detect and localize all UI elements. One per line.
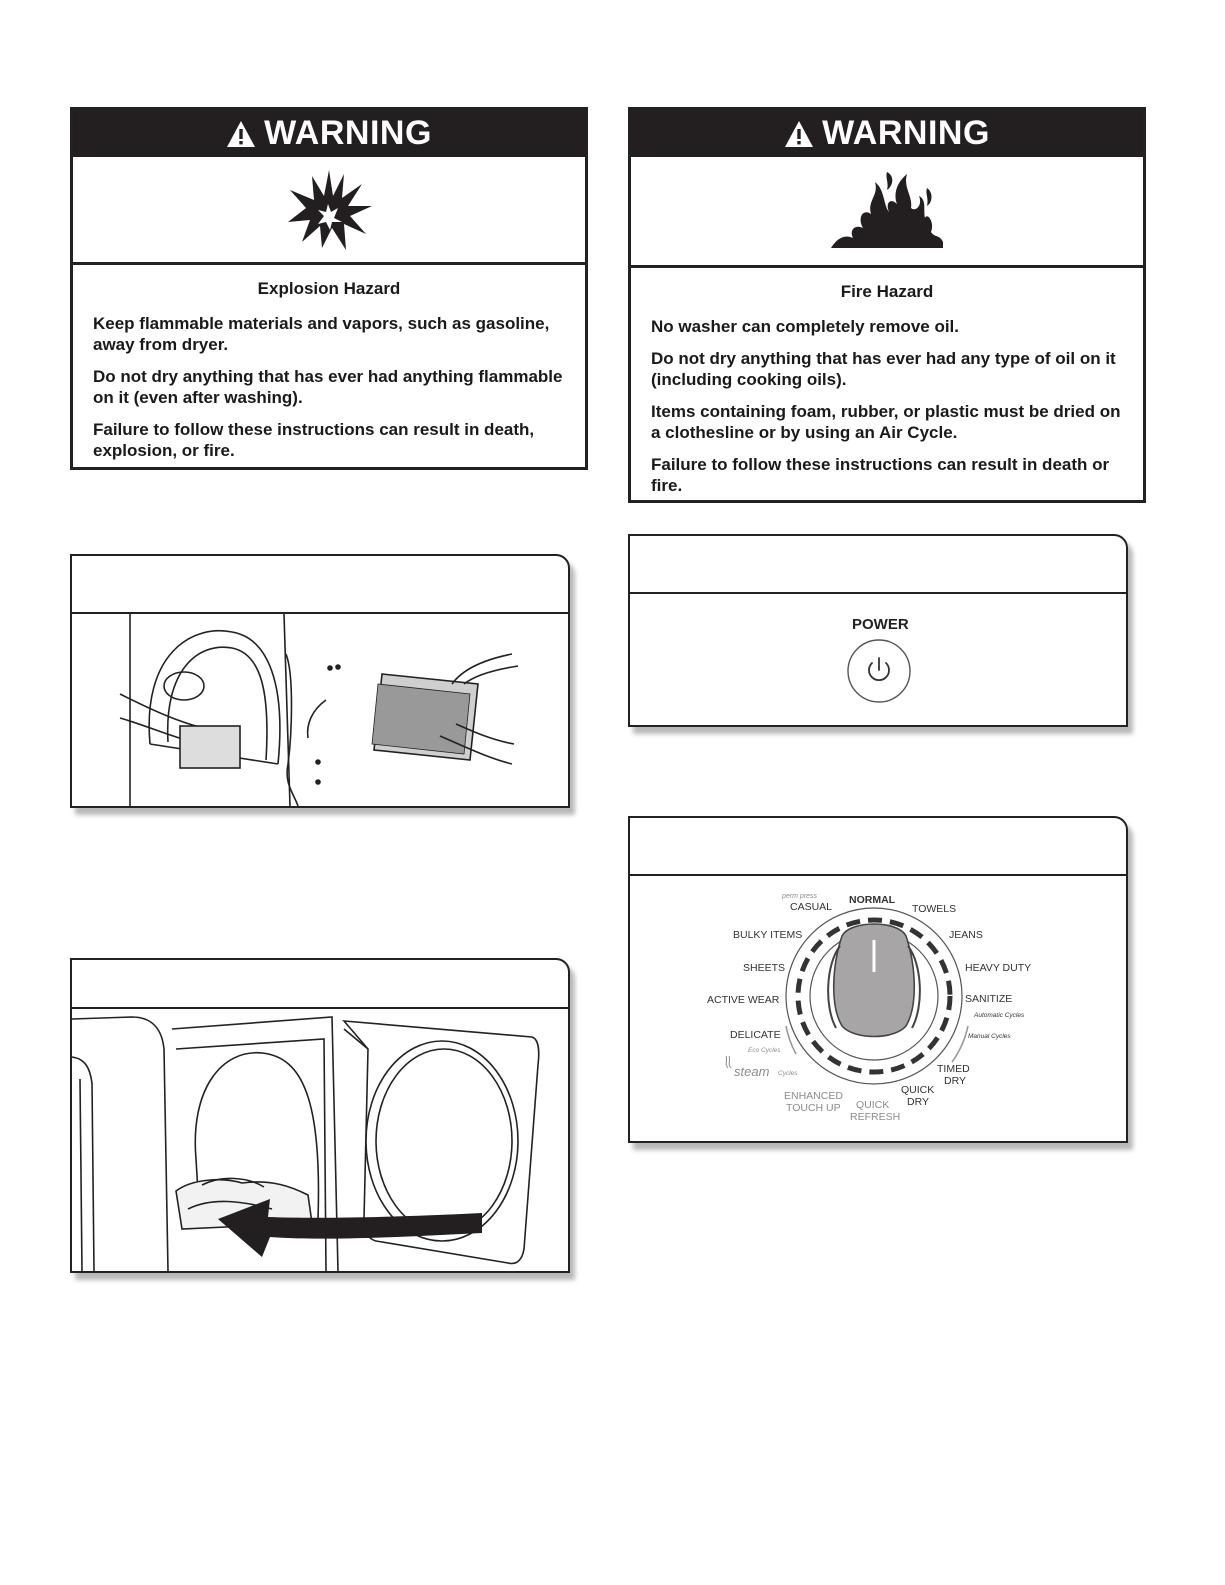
cycle-dial[interactable] [630, 876, 1126, 1142]
explosion-icon [284, 168, 374, 252]
hazard-title: Fire Hazard [840, 282, 934, 301]
warning-body [73, 265, 585, 488]
cycle-dial-panel [628, 816, 1128, 1143]
warning-line: Failure to follow these instructions can result in death or fire. [651, 455, 1110, 495]
label-active-wear[interactable]: ACTIVE WEAR [707, 994, 780, 1006]
label-refresh: REFRESH [850, 1111, 901, 1123]
label-jeans[interactable]: JEANS [949, 929, 983, 941]
label-timed-dry: DRY [944, 1075, 966, 1087]
label-enhanced[interactable]: ENHANCED [784, 1090, 843, 1102]
label-sheets[interactable]: SHEETS [743, 962, 786, 974]
label-normal[interactable]: NORMAL [849, 894, 896, 906]
label-towels[interactable]: TOWELS [912, 903, 957, 915]
warning-box-fire [628, 107, 1146, 503]
warning-line: Do not dry anything that has ever had anything flammable on it (even after washing). [93, 367, 563, 407]
label-delicate[interactable]: DELICATE [730, 1029, 781, 1041]
fire-icon [827, 168, 947, 254]
label-quick-refresh[interactable]: QUICK [856, 1099, 890, 1111]
panel-header [72, 556, 568, 614]
loading-illustration [72, 1009, 568, 1271]
label-timed[interactable]: TIMED [937, 1063, 970, 1075]
label-heavy-duty[interactable]: HEAVY DUTY [965, 962, 1032, 974]
warning-line: Do not dry anything that has ever had any type of oil on it (including cooking oils). [651, 349, 1116, 389]
label-steam[interactable]: steam [734, 1064, 770, 1079]
lint-screen-illustration [72, 614, 568, 806]
label-automatic-cycles: Automatic Cycles [974, 1012, 1025, 1019]
hazard-title: Explosion Hazard [257, 279, 401, 298]
warning-header [631, 110, 1143, 157]
warning-triangle-icon [226, 120, 256, 148]
label-quick-dry: DRY [907, 1096, 929, 1108]
explosion-symbol-area [73, 157, 585, 265]
warning-line: Failure to follow these instructions can result in death, explosion, or fire. [93, 420, 535, 460]
loading-panel [70, 958, 570, 1273]
label-perm-press: perm press [782, 893, 818, 900]
label-sanitize[interactable]: SANITIZE [965, 993, 1013, 1005]
power-label: POWER [852, 616, 909, 633]
label-manual-cycles: Manual Cycles [968, 1033, 1011, 1040]
warning-header [73, 110, 585, 157]
steam-icon [726, 1056, 731, 1068]
lint-screen-panel [70, 554, 570, 808]
label-eco-cycles: Eco Cycles [748, 1047, 781, 1054]
panel-header [72, 960, 568, 1009]
power-button[interactable] [846, 638, 912, 704]
warning-box-explosion [70, 107, 588, 470]
label-quick[interactable]: QUICK [901, 1084, 935, 1096]
fire-symbol-area [631, 157, 1143, 268]
warning-header-text: WARNING [822, 114, 990, 152]
warning-line: No washer can completely remove oil. [651, 317, 960, 336]
panel-header [630, 536, 1126, 594]
warning-line: Keep flammable materials and vapors, such as gasoline, away from dryer. [93, 314, 550, 354]
power-panel [628, 534, 1128, 727]
label-steam-cycles: Cycles [778, 1070, 798, 1077]
warning-line: Items containing foam, rubber, or plastic must be dried on a clothesline or by using an Air Cycle. [651, 402, 1121, 442]
label-casual[interactable]: CASUAL [790, 901, 833, 913]
warning-body [631, 268, 1143, 523]
label-bulky-items[interactable]: BULKY ITEMS [733, 929, 803, 941]
label-touch-up: TOUCH UP [786, 1102, 841, 1114]
warning-header-text: WARNING [264, 114, 432, 152]
panel-header [630, 818, 1126, 876]
warning-triangle-icon [784, 120, 814, 148]
